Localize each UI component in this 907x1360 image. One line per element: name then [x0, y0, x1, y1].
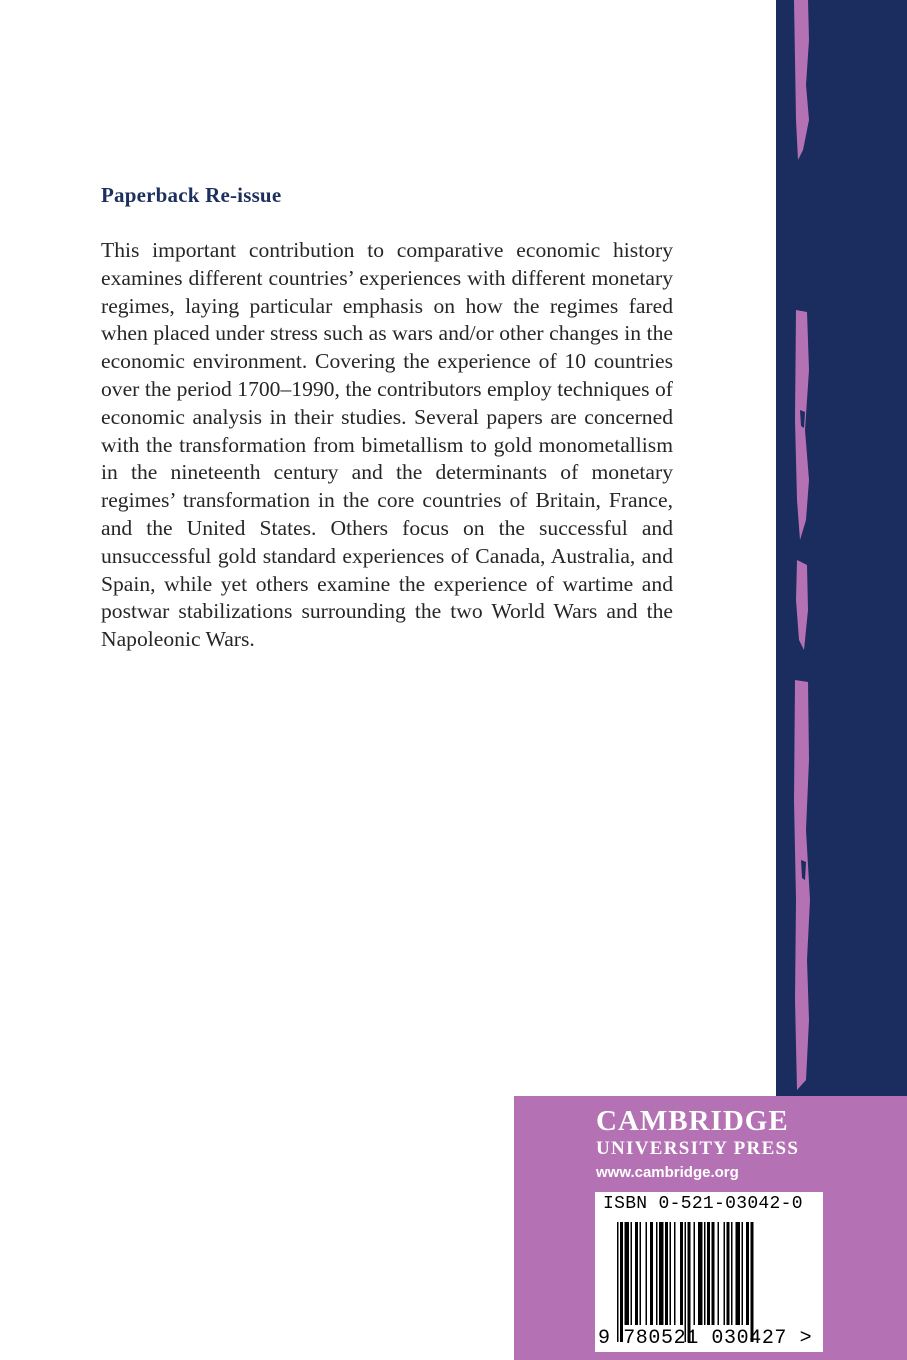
spine-texture	[776, 0, 907, 1096]
publisher-panel	[514, 1096, 907, 1360]
isbn-text: ISBN 0-521-03042-0	[603, 1194, 803, 1214]
barcode-box	[595, 1192, 823, 1352]
back-cover-blurb: This important contribution to comparative economic history examines different countries’ experiences with different monetary regimes, laying particular emphasis on how the regimes fared when placed under stress such as wars and/or other changes in the economic environment. Covering the experience of 10 countries over the period 1700–1990, the contributors employ techniques of economic analysis in their studies. Several papers are concerned with the transformation from bimetallism to gold monometallism in the nineteenth century and the determinants of monetary regimes’ transformation in the core countries of Britain, France, and the United States. Others focus on the successful and unsuccessful gold standard experiences of Canada, Australia, and Spain, while yet others examine the experience of wartime and postwar stabilizations surrounding the two World Wars and the Napoleonic Wars.	[101, 238, 673, 652]
spine-stripe	[776, 0, 907, 1096]
publisher-url[interactable]: www.cambridge.org	[596, 1164, 739, 1181]
back-cover-heading: Paperback Re-issue	[101, 183, 282, 207]
publisher-name: CAMBRIDGE	[596, 1105, 789, 1137]
ean-digits: 9 780521 030427 >	[598, 1327, 813, 1350]
publisher-subtitle: UNIVERSITY PRESS	[596, 1138, 800, 1159]
